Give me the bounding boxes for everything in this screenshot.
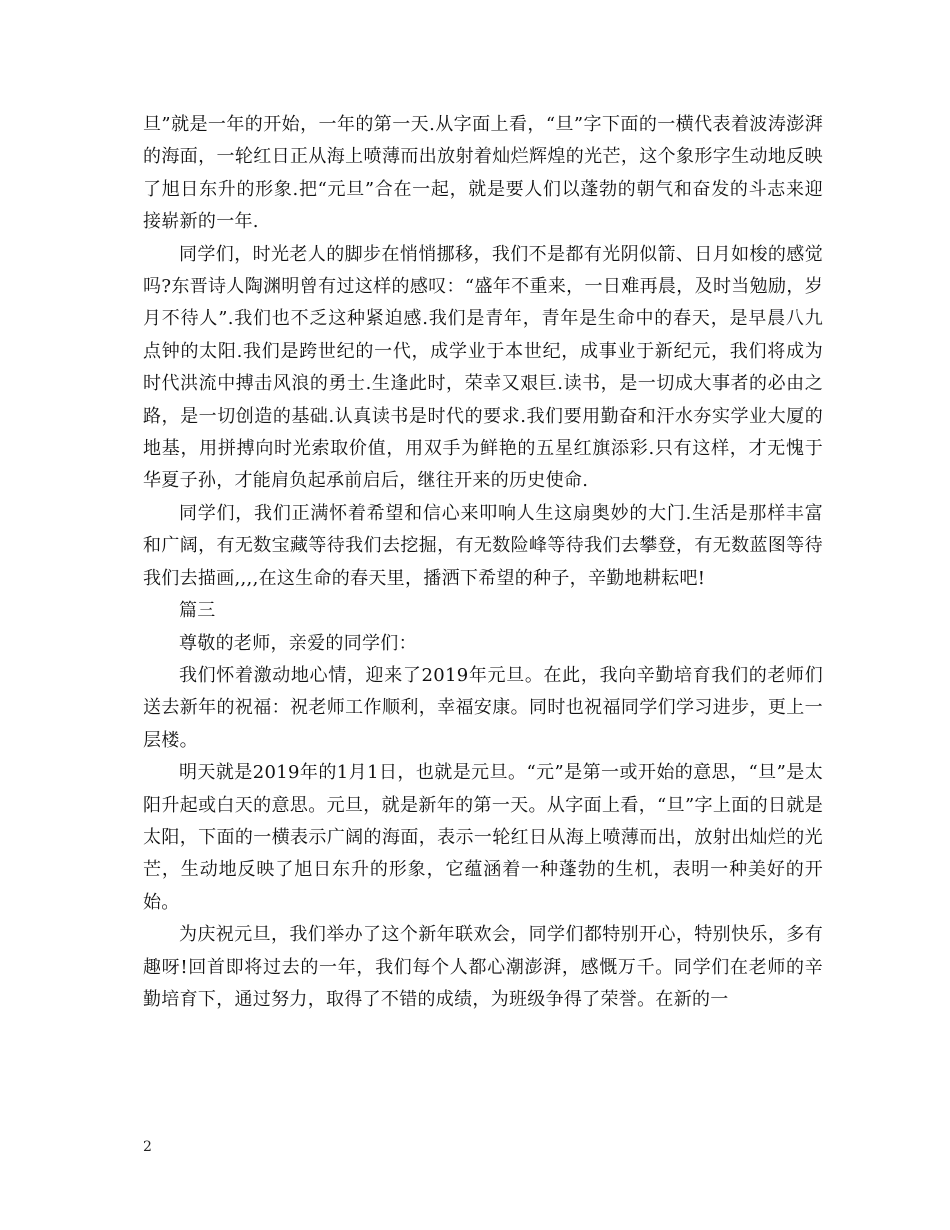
page-number: 2 (143, 1139, 152, 1155)
paragraph-4: 我们怀着激动地心情，迎来了2019年元旦。在此，我向辛勤培育我们的老师们送去新年的祝福：祝老师工作顺利，幸福安康。同时也祝福同学们学习进步，更上一层楼。 (143, 664, 823, 751)
paragraph-5: 明天就是2019年的1月1日，也就是元旦。“元”是第一或开始的意思，“旦”是太阳升起或白天的意思。元旦，就是新年的第一天。从字面上看，“旦”字上面的日就是太阳，下面的一横表示广阔的海面，表示一轮红日从海上喷薄而出，放射出灿烂的光芒，生动地反映了旭日东升的形象，它蕴涵着一种蓬勃的生机，表明一种美好的开始。 (143, 762, 823, 913)
section-heading: 篇三 (179, 600, 216, 622)
paragraph-3: 同学们，我们正满怀着希望和信心来叩响人生这扇奥妙的大门.生活是那样丰富和广阔，有无数宝藏等待我们去挖掘，有无数险峰等待我们去攀登，有无数蓝图等待我们去描画,,,,在这生命的春天里，播洒下希望的种子，辛勤地耕耘吧! (143, 502, 823, 589)
document-body (143, 109, 823, 1016)
paragraph-2: 同学们，时光老人的脚步在悄悄挪移，我们不是都有光阴似箭、日月如梭的感觉吗?东晋诗人陶渊明曾有过这样的感叹：“盛年不重来，一日难再晨，及时当勉励，岁月不待人”.我们也不乏这种紧迫感.我们是青年，青年是生命中的春天，是早晨八九点钟的太阳.我们是跨世纪的一代，成学业于本世纪，成事业于新纪元，我们将成为时代洪流中搏击风浪的勇士.生逢此时，荣幸又艰巨.读书，是一切成大事者的必由之路，是一切创造的基础.认真读书是时代的要求.我们要用勤奋和汗水夯实学业大厦的地基，用拼搏向时光索取价值，用双手为鲜艳的五星红旗添彩.只有这样，才无愧于华夏子孙，才能肩负起承前启后，继往开来的历史使命. (143, 243, 823, 492)
salutation: 尊敬的老师，亲爱的同学们： (179, 632, 417, 654)
paragraph-1: 旦”就是一年的开始，一年的第一天.从字面上看，“旦”字下面的一横代表着波涛澎湃的海面，一轮红日正从海上喷薄而出放射着灿烂辉煌的光芒，这个象形字生动地反映了旭日东升的形象.把“元旦”合在一起，就是要人们以蓬勃的朝气和奋发的斗志来迎接崭新的一年. (143, 114, 823, 233)
paragraph-6: 为庆祝元旦，我们举办了这个新年联欢会，同学们都特别开心，特别快乐，多有趣呀!回首即将过去的一年，我们每个人都心潮澎湃，感慨万千。同学们在老师的辛勤培育下，通过努力，取得了不错的成绩，为班级争得了荣誉。在新的一 (143, 924, 823, 1010)
